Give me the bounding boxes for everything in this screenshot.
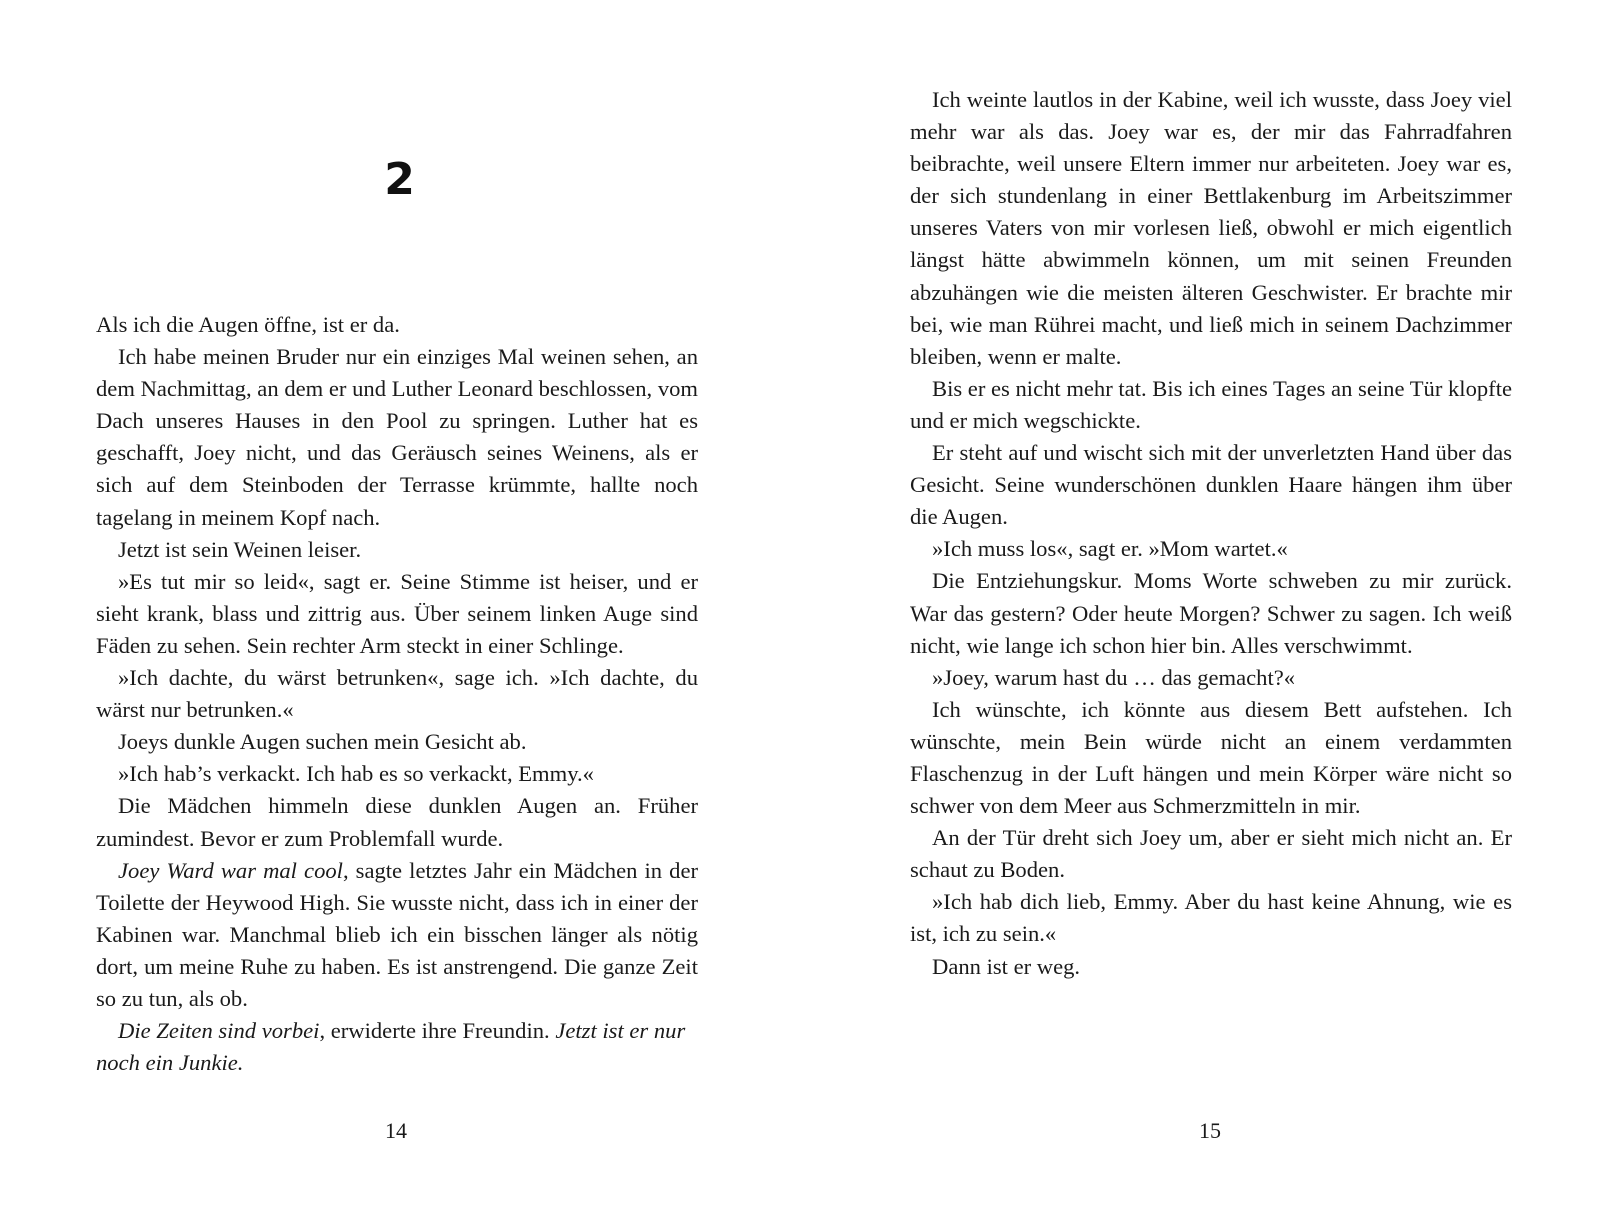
paragraph <box>96 1015 698 1079</box>
paragraph: »Ich hab’s verkackt. Ich hab es so verkackt, Emmy.« <box>118 761 594 787</box>
page-number: 15 <box>1199 1118 1221 1143</box>
chapter-number: 2 <box>384 154 416 205</box>
page-number: 14 <box>385 1118 407 1143</box>
paragraph: »Ich dachte, du wärst betrunken«, sage ich. »Ich dachte, du wärst nur betrunken.« <box>96 665 698 723</box>
italic-quote: Joey Ward war mal cool <box>118 857 343 883</box>
paragraph <box>96 855 698 1015</box>
paragraph: Joeys dunkle Augen suchen mein Gesicht ab. <box>118 729 527 755</box>
paragraph: »Joey, warum hast du … das gemacht?« <box>932 664 1296 690</box>
paragraph-text: , sagte letztes Jahr ein Mädchen in der Toilette der Heywood High. Sie wusste nicht, dass ich in einer der Kabinen war. Manchmal blieb ich ein bisschen länger als nötig dort, um meine Ruhe zu haben. Es ist anstrengend. Die ganze Zeit so zu tun, als ob. <box>96 857 698 1011</box>
paragraph: Er steht auf und wischt sich mit der unverletzten Hand über das Gesicht. Seine wunderschönen dunklen Haare hängen ihm über die Augen. <box>910 440 1512 530</box>
paragraph: Bis er es nicht mehr tat. Bis ich eines Tages an seine Tür klopfte und er mich wegschickte. <box>910 375 1512 433</box>
italic-quote: Die Zeiten sind vorbei <box>118 1018 320 1044</box>
paragraph: Ich habe meinen Bruder nur ein einziges Mal weinen sehen, an dem Nachmittag, an dem er und Luther Leonard beschlossen, vom Dach unseres Hauses in den Pool zu springen. Luther hat es geschafft, Joey nicht, und das Geräusch seines Weinens, als er sich auf dem Steinboden der Terrasse krümmte, hallte noch tagelang in meinem Kopf nach. <box>96 344 698 530</box>
paragraph: An der Tür dreht sich Joey um, aber er sieht mich nicht an. Er schaut zu Boden. <box>910 825 1512 883</box>
right-page <box>800 0 1600 1216</box>
paragraph: Die Entziehungskur. Moms Worte schweben zu mir zurück. War das gestern? Oder heute Morgen? Schwer zu sagen. Ich weiß nicht, wie lange ich schon hier bin. Alles verschwimmt. <box>910 568 1512 658</box>
paragraph: »Es tut mir so leid«, sagt er. Seine Stimme ist heiser, und er sieht krank, blass und zittrig aus. Über seinem linken Auge sind Fäden zu sehen. Sein rechter Arm steckt in einer Schlinge. <box>96 568 698 658</box>
paragraph: »Ich muss los«, sagt er. »Mom wartet.« <box>932 536 1288 562</box>
paragraph: Dann ist er weg. <box>932 953 1081 979</box>
left-page-text <box>96 309 698 1079</box>
right-page-text <box>910 84 1512 983</box>
paragraph: »Ich hab dich lieb, Emmy. Aber du hast keine Ahnung, wie es ist, ich zu sein.« <box>910 889 1512 947</box>
italic-quote: Jetzt ist er nur noch ein Junkie. <box>96 1018 686 1076</box>
paragraph: Als ich die Augen öffne, ist er da. <box>96 312 400 337</box>
paragraph: Die Mädchen himmeln diese dunklen Augen an. Früher zumindest. Bevor er zum Problemfall wurde. <box>96 793 698 851</box>
paragraph: Ich weinte lautlos in der Kabine, weil ich wusste, dass Joey viel mehr war als das. Joey war es, der mir das Fahrradfahren beibrachte, weil unsere Eltern immer nur arbeiteten. Joey war es, der sich stundenlang in einer Bettlakenburg im Arbeitszimmer unseres Vaters von mir vorlesen ließ, obwohl er mich eigentlich längst hätte abwimmeln können, um mit seinen Freunden abzuhängen wie die meisten älteren Geschwister. Er brachte mir bei, wie man Rührei macht, und ließ mich in seinem Dachzimmer bleiben, wenn er malte. <box>910 87 1512 369</box>
paragraph-text: , erwiderte ihre Freundin. <box>319 1018 556 1044</box>
paragraph: Ich wünschte, ich könnte aus diesem Bett aufstehen. Ich wünschte, mein Bein würde nicht an einem verdammten Flaschenzug in der Luft hängen und mein Körper wäre nicht so schwer von dem Meer aus Schmerzmitteln in mir. <box>910 696 1512 819</box>
paragraph: Jetzt ist sein Weinen leiser. <box>118 536 362 562</box>
